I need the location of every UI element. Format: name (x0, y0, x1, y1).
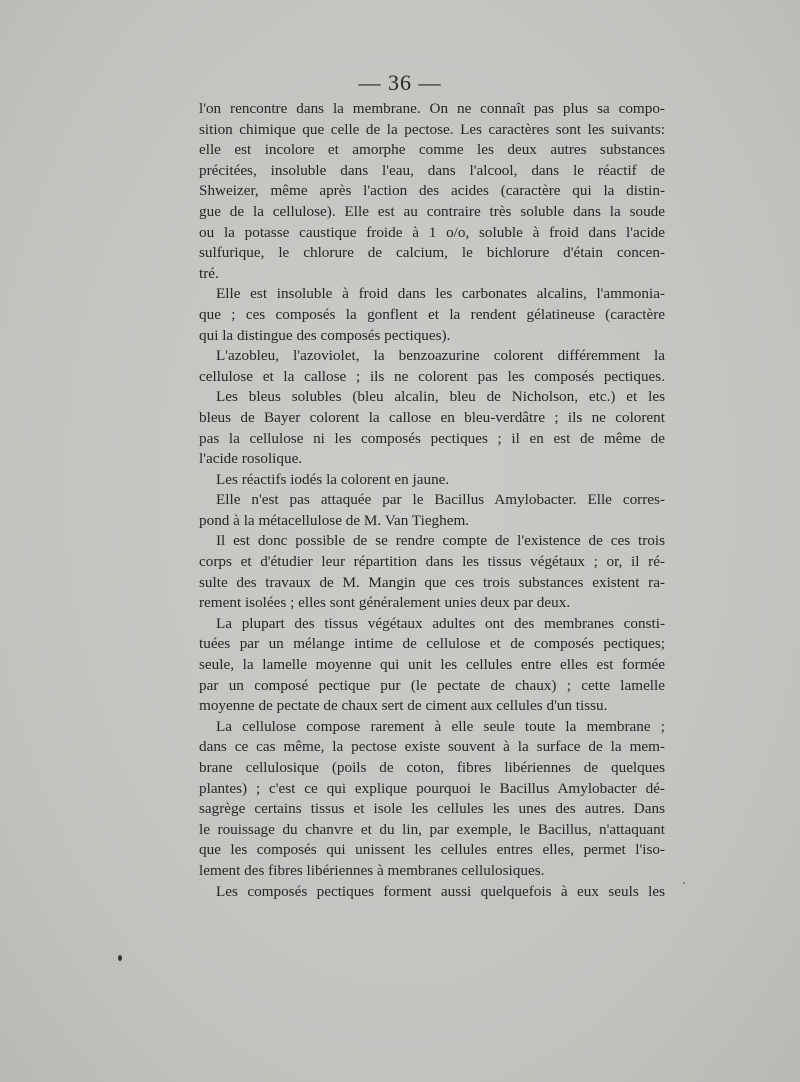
text-line: pond à la métacellulose de M. Van Tieghem. (199, 511, 470, 529)
text-line: bleus de Bayer colorent la callose en bleu-verdâtre ; ils ne colorent (199, 408, 665, 426)
text-line: Elle est insoluble à froid dans les carbonates alcalins, l'ammonia- (216, 285, 665, 303)
text-line: sagrège certains tissus et isole les cellules les unes des autres. Dans (199, 800, 665, 818)
text-line: l'on rencontre dans la membrane. On ne connaît pas plus sa compo- (199, 100, 665, 117)
text-line: La plupart des tissus végétaux adultes ont des membranes consti- (216, 614, 665, 632)
text-line: précitées, insoluble dans l'eau, dans l'alcool, dans le réactif de (199, 161, 665, 179)
text-line: le rouissage du chanvre et du lin, par exemple, le Bacillus, n'attaquant (199, 820, 665, 838)
text-line: sition chimique que celle de la pectose. Les caractères sont les suivants: (199, 120, 665, 138)
text-line: que ; ces composés la gonflent et la rendent gélatineuse (caractère (199, 305, 665, 323)
text-line: rement isolées ; elles sont généralement unies deux par deux. (199, 594, 571, 612)
page-number: — 36 — (358, 70, 442, 95)
text-line: pas la cellulose ni les composés pectiques ; il en est de même de (199, 429, 665, 447)
scan-speck (683, 882, 685, 884)
text-line: Shweizer, même après l'action des acides (caractère qui la distin- (199, 182, 665, 200)
text-line: qui la distingue des composés pectiques). (199, 326, 451, 344)
text-line: La cellulose compose rarement à elle seule toute la membrane ; (216, 717, 665, 735)
text-line: sulte des travaux de M. Mangin que ces trois substances existent ra- (199, 573, 665, 591)
text-line: tré. (199, 264, 219, 282)
text-line: tuées par un mélange intime de cellulose et de composés pectiques; (199, 635, 665, 653)
text-line: Les composés pectiques forment aussi quelquefois à eux seuls les (216, 882, 665, 900)
text-line: gue de la cellulose). Elle est au contraire très soluble dans la soude (199, 202, 665, 220)
text-line: brane cellulosique (poils de coton, fibres libériennes de quelques (199, 759, 665, 776)
text-line: Les bleus solubles (bleu alcalin, bleu de Nicholson, etc.) et les (216, 388, 665, 406)
text-line: Les réactifs iodés la colorent en jaune. (216, 470, 450, 488)
text-line: par un composé pectique pur (le pectate de chaux) ; cette lamelle (199, 676, 665, 694)
text-line: elle est incolore et amorphe comme les deux autres substances (199, 141, 665, 159)
text-line: plantes) ; c'est ce qui explique pourquoi le Bacillus Amylobacter dé- (199, 779, 665, 797)
scan-speck (118, 955, 122, 961)
text-line: cellulose et la callose ; ils ne colorent pas les composés pectiques. (199, 367, 665, 385)
text-line: ou la potasse caustique froide à 1 o/o, soluble à froid dans l'acide (199, 223, 665, 241)
body-text (199, 99, 665, 902)
text-line: L'azobleu, l'azoviolet, la benzoazurine colorent différemment la (216, 347, 665, 365)
text-line: l'acide rosolique. (199, 450, 303, 468)
text-line: corps et d'étudier leur répartition dans les tissus végétaux ; or, il ré- (199, 553, 665, 571)
text-line: Elle n'est pas attaquée par le Bacillus Amylobacter. Elle corres- (216, 491, 665, 509)
text-line: que les composés qui unissent les cellules entres elles, permet l'iso- (199, 841, 665, 859)
text-line: dans ce cas même, la pectose existe souvent à la surface de la mem- (199, 738, 665, 756)
text-line: lement des fibres libériennes à membranes cellulosiques. (199, 861, 545, 879)
text-line: seule, la lamelle moyenne qui unit les cellules entre elles est formée (199, 656, 665, 674)
text-line: sulfurique, le chlorure de calcium, le bichlorure d'étain concen- (199, 244, 665, 262)
text-line: moyenne de pectate de chaux sert de ciment aux cellules d'un tissu. (199, 697, 608, 715)
text-line: Il est donc possible de se rendre compte de l'existence de ces trois (216, 532, 665, 550)
